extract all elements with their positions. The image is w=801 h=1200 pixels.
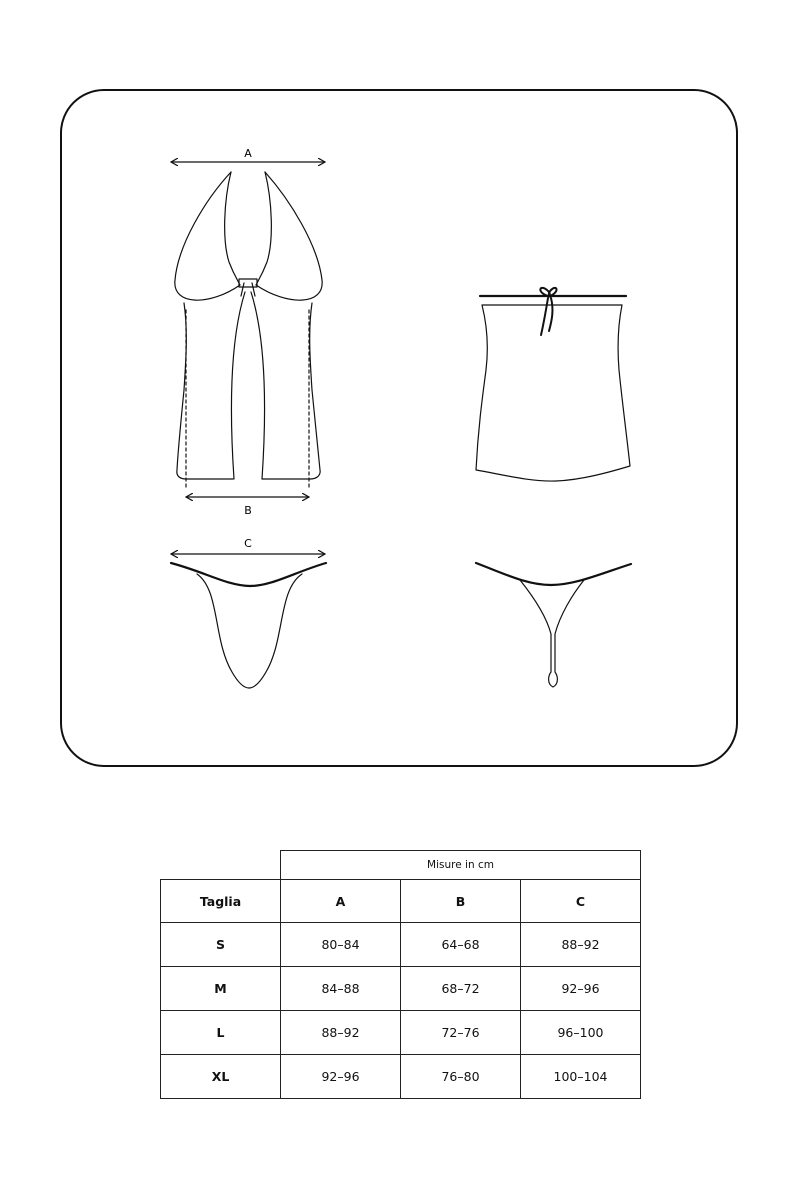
value-cell: 100–104 — [521, 1055, 641, 1099]
value-cell: 92–96 — [521, 967, 641, 1011]
value-cell: 88–92 — [281, 1011, 401, 1055]
header-a: A — [281, 880, 401, 923]
value-cell: 76–80 — [401, 1055, 521, 1099]
value-cell: 84–88 — [281, 967, 401, 1011]
dimension-c-label: C — [244, 537, 252, 550]
table-row — [161, 1011, 641, 1055]
value-cell: 92–96 — [281, 1055, 401, 1099]
header-row — [161, 880, 641, 923]
dimension-b-label: B — [244, 504, 252, 517]
dimension-a-label: A — [244, 147, 252, 160]
babydoll-front-drawing — [175, 172, 322, 488]
table-row — [161, 967, 641, 1011]
header-b: B — [401, 880, 521, 923]
value-cell: 80–84 — [281, 923, 401, 967]
value-cell: 72–76 — [401, 1011, 521, 1055]
value-cell: 88–92 — [521, 923, 641, 967]
size-cell: S — [161, 923, 281, 967]
babydoll-back-drawing — [476, 288, 630, 481]
size-cell: XL — [161, 1055, 281, 1099]
value-cell: 68–72 — [401, 967, 521, 1011]
thong-front-drawing — [171, 563, 326, 688]
thong-back-drawing — [476, 563, 631, 687]
dimension-a — [171, 147, 325, 162]
header-c: C — [521, 880, 641, 923]
size-cell: M — [161, 967, 281, 1011]
value-cell: 64–68 — [401, 923, 521, 967]
dimension-b — [186, 497, 309, 517]
value-cell: 96–100 — [521, 1011, 641, 1055]
table-row — [161, 923, 641, 967]
header-size: Taglia — [161, 880, 281, 923]
blank-corner — [161, 851, 281, 880]
size-cell: L — [161, 1011, 281, 1055]
units-row — [161, 851, 641, 880]
units-label: Misure in cm — [281, 851, 641, 880]
table-row — [161, 1055, 641, 1099]
size-chart-table — [160, 850, 641, 1099]
dimension-c — [171, 537, 325, 554]
